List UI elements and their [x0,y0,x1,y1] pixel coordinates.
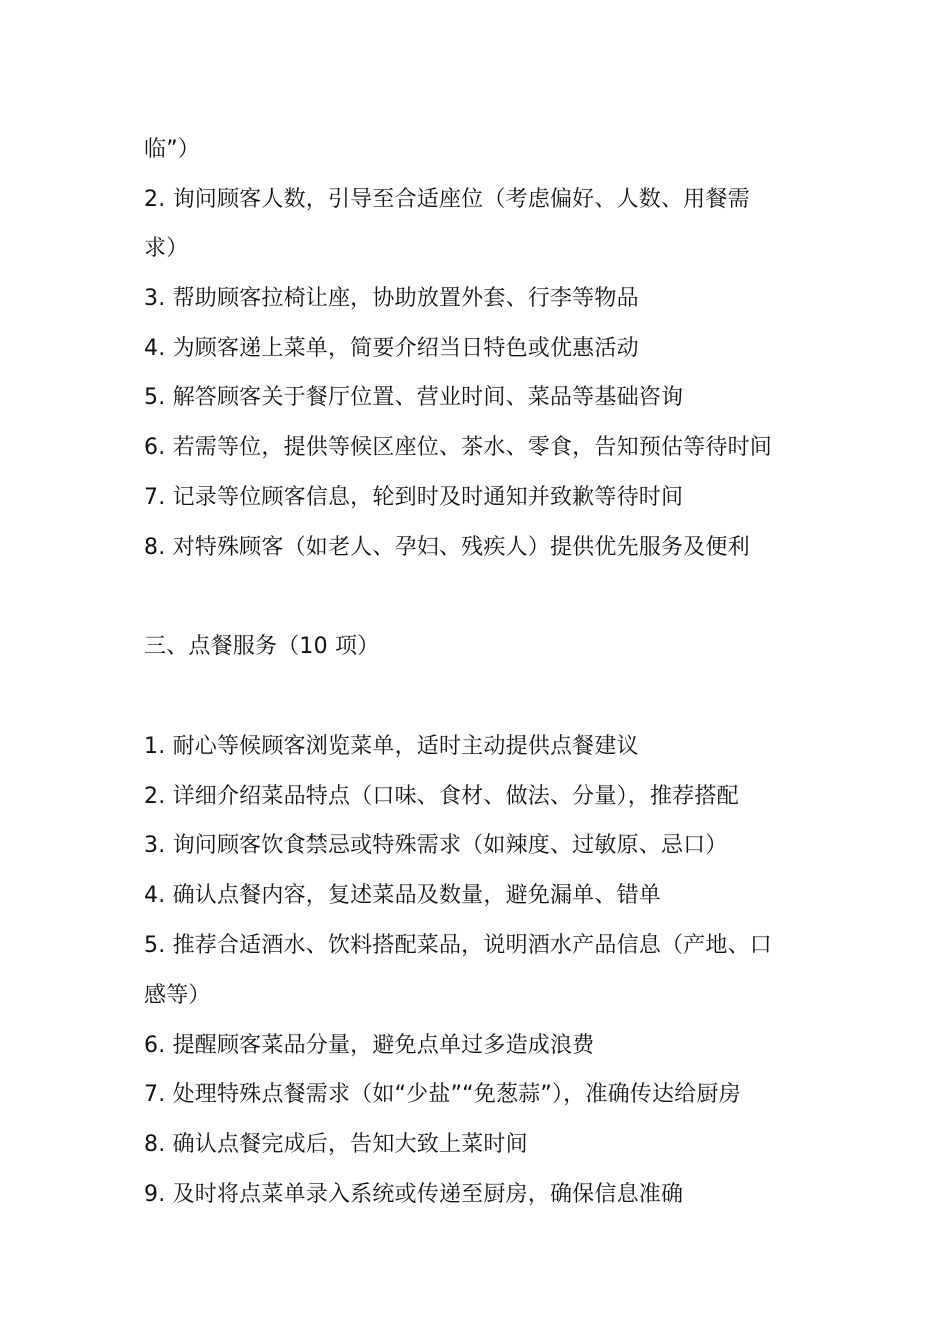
list-item-continuation: 感等） [144,983,211,1008]
list-item: 4. 确认点餐内容，复述菜品及数量，避免漏单、错单 [144,883,661,908]
list-item: 2. 询问顾客人数，引导至合适座位（考虑偏好、人数、用餐需 [144,187,750,212]
list-item: 8. 对特殊顾客（如老人、孕妇、残疾人）提供优先服务及便利 [144,535,750,560]
section-heading: 三、点餐服务（10 项） [144,634,380,659]
list-item: 6. 若需等位，提供等候区座位、茶水、零食，告知预估等待时间 [144,435,772,460]
list-item: 7. 记录等位顾客信息，轮到时及时通知并致歉等待时间 [144,485,684,510]
list-item: 4. 为顾客递上菜单，简要介绍当日特色或优惠活动 [144,336,639,361]
list-item: 7. 处理特殊点餐需求（如“少盐”“免葱蒜”），准确传达给厨房 [144,1082,741,1107]
list-item: 8. 确认点餐完成后，告知大致上菜时间 [144,1132,528,1157]
list-item: 3. 询问顾客饮食禁忌或特殊需求（如辣度、过敏原、忌口） [144,833,728,858]
list-item-continuation: 求） [144,236,189,261]
list-item: 9. 及时将点菜单录入系统或传递至厨房，确保信息准确 [144,1182,684,1207]
list-item: 1. 耐心等候顾客浏览菜单，适时主动提供点餐建议 [144,734,639,759]
list-item: 2. 详细介绍菜品特点（口味、食材、做法、分量），推荐搭配 [144,784,739,809]
list-item: 5. 推荐合适酒水、饮料搭配菜品，说明酒水产品信息（产地、口 [144,933,772,958]
list-item: 3. 帮助顾客拉椅让座，协助放置外套、行李等物品 [144,286,639,311]
list-item: 临”） [144,137,200,162]
list-item: 6. 提醒顾客菜品分量，避免点单过多造成浪费 [144,1033,595,1058]
list-item: 5. 解答顾客关于餐厅位置、营业时间、菜品等基础咨询 [144,385,684,410]
